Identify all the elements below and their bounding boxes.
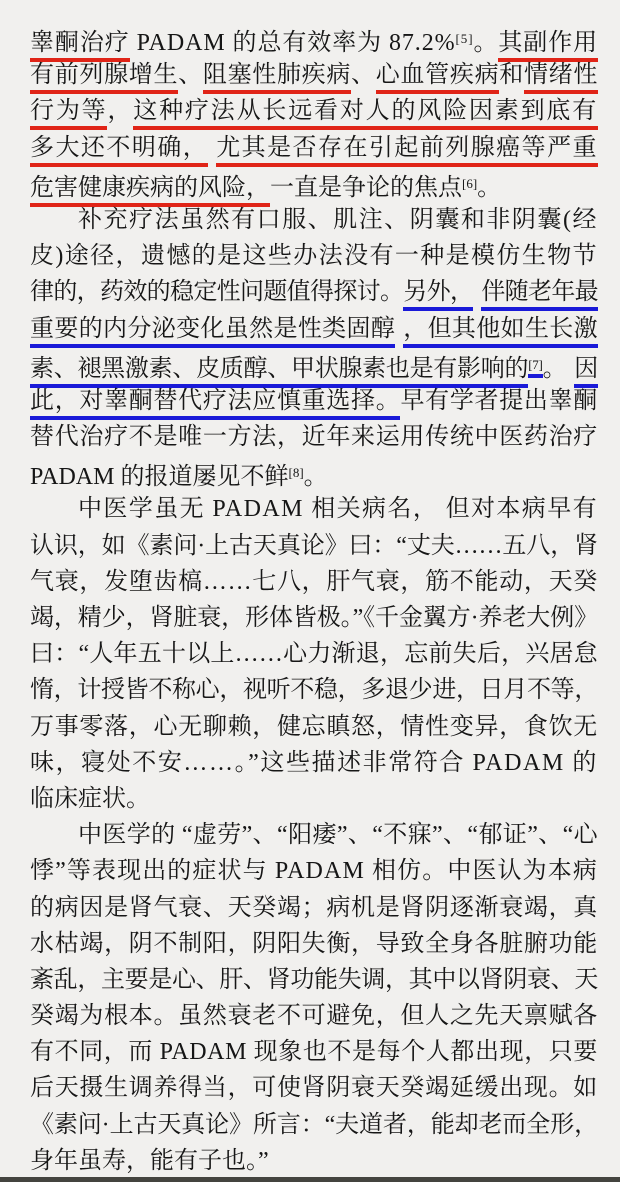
line-content bbox=[30, 93, 598, 129]
underlined-text-red: 情绪性 bbox=[524, 62, 598, 94]
text-segment: 早有学者提出睾酮 bbox=[400, 387, 599, 414]
text-line bbox=[30, 745, 598, 781]
line-content bbox=[78, 202, 598, 238]
line-content bbox=[78, 491, 598, 527]
underlined-text-red: 行为等 bbox=[30, 98, 107, 130]
text-line bbox=[30, 21, 598, 57]
line-content bbox=[30, 926, 598, 962]
text-line bbox=[30, 1070, 598, 1106]
text-segment: 皮)途径，遗憾的是这些办法没有一种是模仿生物节 bbox=[30, 243, 598, 270]
text-line bbox=[30, 130, 598, 166]
text-segment: 和 bbox=[499, 62, 524, 89]
text-line bbox=[30, 238, 598, 274]
underlined-text-red: 多大还不明确， bbox=[30, 135, 208, 167]
text-segment: 律的，药效的稳定性问题值得探讨。 bbox=[30, 279, 404, 306]
text-segment: 替代治疗不是唯一方法，近年来运用传统中医药治疗 bbox=[30, 424, 598, 451]
text-line bbox=[30, 636, 598, 672]
line-content bbox=[30, 1034, 598, 1070]
underlined-text-red: 睾酮治疗 bbox=[30, 30, 130, 62]
line-content bbox=[30, 600, 598, 636]
text-segment: 曰：“人年五十以上……心力渐退，忘前失后，兴居怠 bbox=[30, 641, 598, 668]
underlined-text-blue: [7] bbox=[528, 357, 542, 378]
text-line bbox=[30, 853, 598, 889]
line-content bbox=[30, 347, 598, 387]
text-segment: 。 bbox=[303, 464, 328, 491]
line-content bbox=[30, 890, 598, 926]
text-line bbox=[30, 311, 598, 347]
text-line bbox=[30, 817, 598, 853]
text-line bbox=[30, 528, 598, 564]
paragraph bbox=[30, 202, 598, 492]
line-content bbox=[30, 419, 598, 455]
text-segment: 悸”等表现出的症状与 PADAM 相仿。中医认为本病 bbox=[30, 858, 598, 885]
text-line bbox=[30, 491, 598, 527]
underlined-text-blue: 素、褪黑激素、皮质醇、甲状腺素也是有影响的 bbox=[30, 356, 528, 388]
text-segment: 有不同，而 PADAM 现象也不是每个人都出现，只要 bbox=[30, 1039, 598, 1066]
text-segment: 万事零落，心无聊赖，健忘瞋怒，情性变异，食饮无 bbox=[30, 713, 598, 740]
scan-edge-artifact bbox=[0, 1177, 620, 1182]
line-content bbox=[30, 166, 501, 206]
line-content bbox=[30, 274, 598, 310]
line-content bbox=[30, 455, 328, 495]
text-line bbox=[30, 998, 598, 1034]
underlined-text-red: 其副作用 bbox=[498, 30, 598, 62]
text-segment: 、 bbox=[351, 62, 376, 89]
paragraph bbox=[30, 21, 598, 202]
line-content bbox=[30, 564, 598, 600]
text-segment: PADAM 的报道屡见不鲜 bbox=[30, 464, 289, 491]
text-line bbox=[30, 383, 598, 419]
underlined-text-blue: 另外， bbox=[403, 279, 473, 311]
text-segment: 紊乱，主要是心、肝、肾功能失调，其中以肾阴衰、天 bbox=[30, 966, 598, 993]
reference-superscript: [8] bbox=[288, 465, 304, 481]
text-segment: 补充疗法虽然有口服、肌注、阴囊和非阴囊(经 bbox=[78, 206, 598, 233]
underlined-text-blue: 重要的内分泌变化虽然是性类固醇 bbox=[30, 316, 395, 348]
text-segment: 。 bbox=[542, 355, 567, 382]
text-segment: 身年虽寿，能有子也。” bbox=[30, 1147, 269, 1174]
text-line bbox=[30, 419, 598, 455]
paragraph bbox=[30, 491, 598, 817]
underlined-text-blue: 伴随老年最 bbox=[481, 279, 598, 311]
text-line bbox=[30, 564, 598, 600]
text-segment: 临床症状。 bbox=[30, 785, 150, 812]
text-segment: 竭，精少，肾脏衰，形体皆极。”《千金翼方·养老大例》 bbox=[30, 605, 598, 631]
text-segment: 。 bbox=[473, 30, 499, 56]
text-segment: 认识，如《素问·上古天真论》曰：“丈夫……五八，肾 bbox=[30, 532, 598, 559]
text-line bbox=[30, 57, 598, 93]
text-segment: 后天摄生调养得当，可使肾阴衰天癸竭延缓出现。如 bbox=[30, 1075, 598, 1102]
line-content bbox=[30, 745, 598, 781]
line-content bbox=[30, 636, 598, 672]
line-content bbox=[30, 528, 598, 564]
reference-superscript: [6] bbox=[462, 175, 478, 191]
line-content bbox=[30, 1107, 598, 1143]
underlined-text-blue: ，但其他如生长激 bbox=[403, 316, 598, 348]
text-line bbox=[30, 600, 598, 636]
text-line bbox=[30, 890, 598, 926]
text-segment: 一直是争论的焦点 bbox=[270, 174, 462, 201]
text-segment: ， bbox=[107, 98, 134, 125]
line-content bbox=[30, 57, 598, 93]
text-segment: 。 bbox=[477, 174, 502, 201]
text-line bbox=[30, 166, 598, 202]
text-line bbox=[30, 455, 598, 491]
text-line bbox=[30, 1107, 598, 1143]
line-content bbox=[30, 21, 598, 61]
text-line bbox=[30, 347, 598, 383]
line-content bbox=[78, 817, 598, 853]
line-content bbox=[30, 709, 598, 745]
text-line bbox=[30, 709, 598, 745]
text-segment: PADAM 的总有效率为 87.2% bbox=[129, 30, 456, 56]
paragraph bbox=[30, 817, 598, 1179]
text-line bbox=[30, 93, 598, 129]
underlined-text-red: 尤其是否存在引起前列腺癌等严重 bbox=[216, 135, 598, 167]
text-segment: 水枯竭，阴不制阳，阴阳失衡，导致全身各脏腑功能 bbox=[30, 930, 598, 957]
line-content bbox=[30, 130, 598, 166]
page-text bbox=[30, 21, 598, 1179]
underlined-text-red: 危害健康疾病的风险， bbox=[30, 175, 270, 207]
text-line bbox=[30, 926, 598, 962]
line-content bbox=[30, 962, 598, 998]
text-segment: 、 bbox=[178, 62, 203, 89]
line-content bbox=[30, 311, 598, 347]
text-line bbox=[30, 1143, 598, 1179]
line-content bbox=[30, 998, 598, 1034]
reference-superscript: [5] bbox=[455, 31, 474, 46]
underlined-text-blue: 因 bbox=[574, 356, 598, 388]
text-line bbox=[30, 202, 598, 238]
text-line bbox=[30, 781, 598, 817]
underlined-text-red: 这种疗法从长远看对人的风险因素到底有 bbox=[133, 98, 598, 130]
text-segment: 中医学虽无 PADAM 相关病名， 但对本病早有 bbox=[78, 496, 598, 523]
text-segment: 气衰，发堕齿槁……七八，肝气衰，筋不能动，天癸 bbox=[30, 568, 598, 595]
text-segment: 的病因是肾气衰、天癸竭；病机是肾阴逐渐衰竭，真 bbox=[30, 894, 598, 921]
line-content bbox=[30, 238, 598, 274]
text-segment: 《素问·上古天真论》所言：“夫道者，能却老而全形， bbox=[30, 1111, 598, 1138]
line-content bbox=[30, 1070, 598, 1106]
text-line bbox=[30, 672, 598, 708]
text-segment: 味，寝处不安……。”这些描述非常符合 PADAM 的 bbox=[30, 749, 598, 776]
line-content bbox=[30, 853, 598, 889]
line-content bbox=[30, 781, 150, 817]
line-content bbox=[30, 672, 598, 708]
text-line bbox=[30, 962, 598, 998]
underlined-text-red: 阻塞性肺疾病 bbox=[203, 62, 351, 94]
text-segment: 癸竭为根本。虽然衰老不可避免，但人之先天禀赋各 bbox=[30, 1003, 598, 1030]
text-segment: 中医学的 “虚劳”、“阳痿”、“不寐”、“郁证”、“心 bbox=[78, 822, 598, 849]
text-segment: 惰，计授皆不称心，视听不稳，多退少进，日月不等， bbox=[30, 677, 598, 704]
text-line bbox=[30, 1034, 598, 1070]
text-line bbox=[30, 274, 598, 310]
underlined-text-red: 心血管疾病 bbox=[376, 62, 499, 94]
underlined-text-blue: 此，对睾酮替代疗法应慎重选择。 bbox=[30, 388, 400, 420]
line-content bbox=[30, 1143, 269, 1179]
underlined-text-red: 有前列腺增生 bbox=[30, 62, 178, 94]
line-content bbox=[30, 383, 598, 419]
